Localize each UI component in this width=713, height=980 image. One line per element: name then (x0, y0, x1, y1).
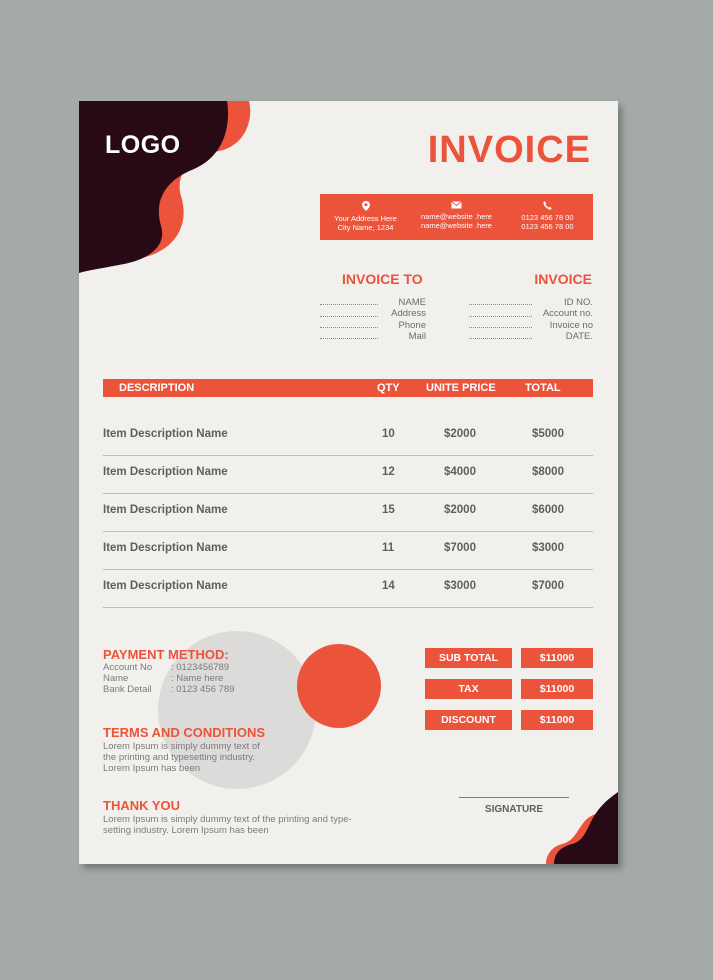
invoice-page (79, 101, 618, 864)
row-price: $7000 (444, 542, 476, 554)
field-phone: Phone (398, 319, 426, 331)
table-row (103, 531, 593, 570)
row-qty: 12 (382, 466, 395, 478)
row-price: $2000 (444, 428, 476, 440)
payment-value: : Name here (171, 673, 224, 684)
contact-bar (320, 194, 593, 240)
email-contact (411, 194, 502, 230)
field-account-no: Account no. (542, 308, 593, 320)
invoice-info-field (469, 331, 593, 342)
invoice-info-fields (469, 297, 593, 342)
address-contact (320, 194, 411, 232)
payment-line (103, 673, 234, 684)
row-description: Item Description Name (103, 466, 228, 478)
row-total: $6000 (532, 504, 564, 516)
row-description: Item Description Name (103, 428, 228, 440)
thank-you-heading: THANK YOU (103, 798, 181, 813)
invoice-to-field (320, 297, 426, 308)
invoice-info-field (469, 320, 593, 331)
thank-you-line: Lorem Ipsum is simply dummy text of the printing and type- (103, 814, 352, 825)
phone-line-1: 0123 456 78 00 (521, 213, 574, 222)
tax-label: TAX (425, 679, 512, 699)
invoice-to-fields (320, 297, 426, 342)
location-icon (362, 201, 370, 211)
header-price: UNITE PRICE (426, 382, 496, 394)
payment-label: Bank Detail (103, 684, 152, 695)
field-mail: Mail (408, 330, 426, 342)
subtotal-value: $11000 (521, 648, 593, 668)
invoice-info-heading: INVOICE (534, 271, 592, 287)
payment-line (103, 662, 234, 673)
orange-circle-decoration (297, 644, 381, 728)
email-line-2: name@website .here (421, 221, 492, 230)
row-qty: 14 (382, 580, 395, 592)
header-description: DESCRIPTION (119, 382, 195, 394)
table-row (103, 569, 593, 608)
terms-heading: TERMS AND CONDITIONS (103, 725, 266, 740)
row-price: $4000 (444, 466, 476, 478)
phone-icon (543, 201, 552, 210)
invoice-to-field (320, 308, 426, 319)
invoice-to-field (320, 331, 426, 342)
invoice-info-field (469, 297, 593, 308)
header-qty: QTY (377, 382, 400, 394)
terms-line: the printing and typesetting industry. (103, 752, 255, 763)
discount-label: DISCOUNT (425, 710, 512, 730)
payment-details (103, 662, 234, 695)
field-name: NAME (398, 297, 426, 308)
field-invoice-no: Invoice no (549, 319, 593, 331)
payment-label: Name (103, 673, 129, 684)
row-qty: 10 (382, 428, 395, 440)
table-row (103, 493, 593, 532)
field-id-no: ID NO. (563, 297, 593, 308)
field-date: DATE. (565, 330, 593, 342)
row-total: $8000 (532, 466, 564, 478)
row-description: Item Description Name (103, 580, 228, 592)
row-total: $3000 (532, 542, 564, 554)
field-address: Address (391, 308, 426, 320)
invoice-to-field (320, 320, 426, 331)
corner-wave-decoration (79, 101, 254, 273)
thank-you-line: setting industry. Lorem Ipsum has been (103, 825, 269, 836)
header-total: TOTAL (525, 382, 561, 394)
row-description: Item Description Name (103, 504, 228, 516)
invoice-info-field (469, 308, 593, 319)
terms-line: Lorem Ipsum is simply dummy text of (103, 741, 260, 752)
company-logo: LOGO (105, 131, 181, 159)
corner-wave-decoration-bottom (546, 792, 618, 864)
payment-value: : 0123456789 (171, 662, 230, 673)
payment-label: Account No (103, 662, 153, 673)
payment-line (103, 684, 234, 695)
phone-line-2: 0123 456 78 00 (521, 222, 574, 231)
address-line-1: Your Address Here (334, 214, 397, 223)
row-price: $2000 (444, 504, 476, 516)
invoice-to-heading: INVOICE TO (342, 271, 423, 287)
table-row (103, 455, 593, 494)
address-line-2: City Name, 1234 (337, 223, 394, 232)
thank-you-text (103, 814, 352, 836)
row-total: $7000 (532, 580, 564, 592)
subtotal-label: SUB TOTAL (425, 648, 512, 668)
signature-label: SIGNATURE (484, 804, 544, 815)
payment-method-heading: PAYMENT METHOD: (103, 647, 229, 662)
payment-value: : 0123 456 789 (171, 684, 235, 695)
row-price: $3000 (444, 580, 476, 592)
discount-value: $11000 (521, 710, 593, 730)
row-qty: 11 (382, 542, 395, 554)
invoice-title: INVOICE (427, 129, 591, 171)
mail-icon (451, 201, 462, 209)
row-description: Item Description Name (103, 542, 228, 554)
terms-text (103, 741, 260, 774)
email-line-1: name@website .here (421, 212, 492, 221)
table-row (103, 417, 593, 456)
table-header (103, 379, 593, 397)
row-total: $5000 (532, 428, 564, 440)
phone-contact (502, 194, 593, 231)
terms-line: Lorem Ipsum has been (103, 763, 201, 774)
row-qty: 15 (382, 504, 395, 516)
tax-value: $11000 (521, 679, 593, 699)
